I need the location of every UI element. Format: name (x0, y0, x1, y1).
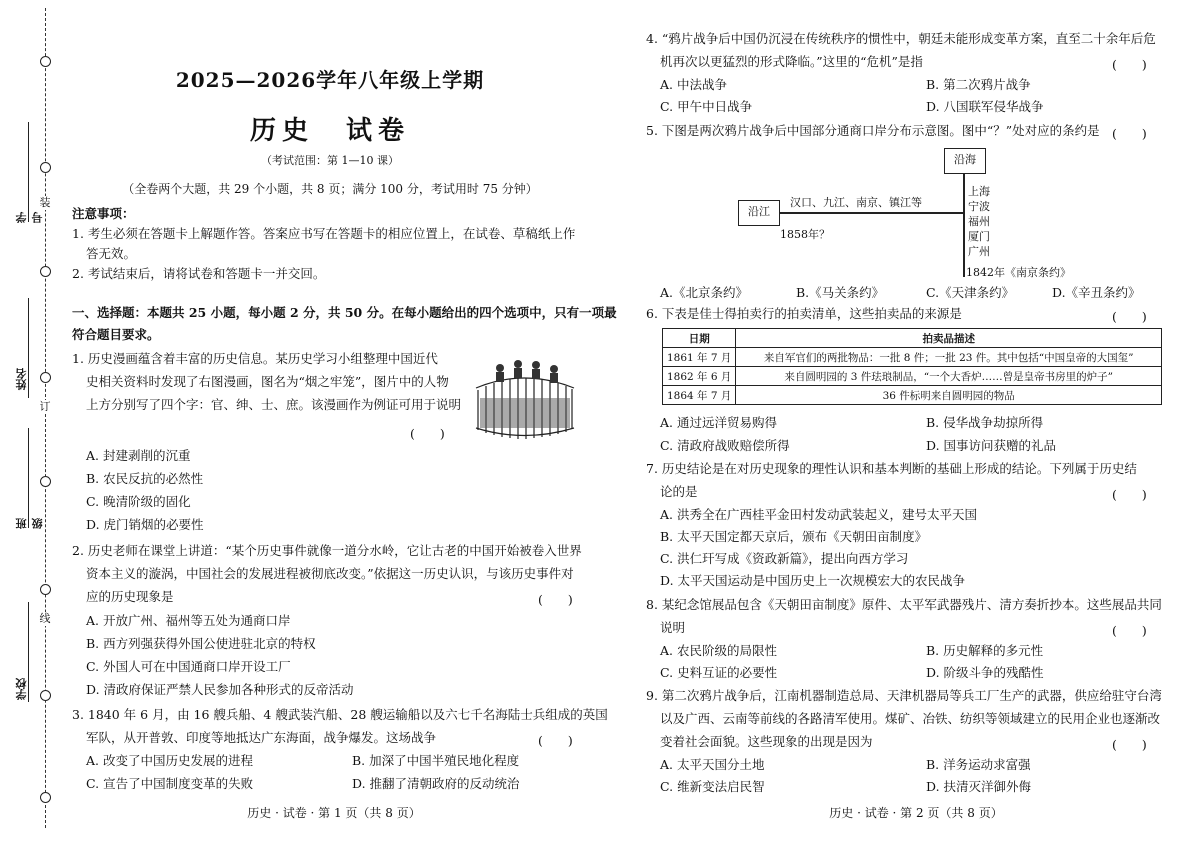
option-b: B. 历史解释的多元性 (926, 643, 1044, 658)
option-a: A. 洪秀全在广西桂平金田村发动武装起义，建号太平天国 (660, 507, 977, 522)
section-heading: 一、选择题：本题共 25 小题，每小题 2 分，共 50 分。在每小题给出的四个选项中，只有一项最 (72, 305, 617, 320)
option-d: D. 八国联军侵华战争 (926, 99, 1044, 114)
table-cell: 来自军官们的两批物品：一批 8 件；一批 23 件。其中包括“中国皇帝的大国玺” (736, 348, 1162, 367)
cut-mark-xian: 线 (39, 612, 51, 625)
question-2-text: 应的历史现象是 (86, 589, 174, 604)
question-9-text: 以及广西、云南等前线的各路清军使用。煤矿、冶铁、纺织等领域建立的民用企业也逐渐改 (660, 711, 1161, 726)
option-b: B. 农民反抗的必然性 (86, 471, 204, 486)
answer-paren: ( ) (538, 733, 573, 748)
option-a: A. 开放广州、福州等五处为通商口岸 (86, 613, 291, 628)
option-b: B. 西方列强获得外国公使进驻北京的特权 (86, 636, 316, 651)
question-5-text: 5. 下图是两次鸦片战争后中国部分通商口岸分布示意图。图中“？”处对应的条约是 (646, 123, 1100, 138)
cut-line (45, 8, 46, 828)
table-header: 日期 (663, 329, 736, 348)
field-underline (28, 428, 29, 528)
exam-title: 2025—2026学年八年级上学期 (175, 68, 485, 92)
question-1-text: 史相关资料时发现了右图漫画，图名为“烟之牢笼”，图片中的人物 (86, 374, 449, 389)
exam-info: （全卷两个大题，共 29 个小题，共 8 页；满分 100 分，考试用时 75 分钟） (122, 182, 538, 196)
table-row (663, 386, 1162, 405)
coast-port: 宁波 (968, 200, 990, 213)
question-8-text: 说明 (660, 620, 686, 635)
auction-table (662, 328, 1162, 405)
answer-paren: ( ) (1112, 126, 1147, 141)
binding-hole (40, 56, 51, 67)
answer-paren: ( ) (410, 426, 445, 441)
river-ports: 汉口、九江、南京、镇江等 (790, 196, 922, 209)
binding-hole (40, 266, 51, 277)
option-c: C. 宣告了中国制度变革的失败 (86, 776, 254, 791)
field-label: 班级 (15, 518, 44, 529)
option-c: C. 甲午中日战争 (660, 99, 753, 114)
cartoon-image (466, 348, 584, 448)
option-d: D. 国事访问获赠的礼品 (926, 438, 1057, 453)
option-a: A. 农民阶级的局限性 (660, 643, 777, 658)
field-label: 学号 (15, 212, 44, 223)
option-b: B. 洋务运动求富强 (926, 757, 1031, 772)
field-label: 姓名 (15, 368, 28, 390)
binding-hole (40, 584, 51, 595)
option-c: C. 外国人可在中国通商口岸开设工厂 (86, 659, 291, 674)
option-d: D. 阶级斗争的残酷性 (926, 665, 1044, 680)
coast-port: 厦门 (968, 230, 990, 243)
option-a: A. 改变了中国历史发展的进程 (86, 753, 253, 768)
question-3-text: 军队，从开普敦、印度等地抵达广东海面，战争爆发。这场战争 (86, 730, 437, 745)
binding-margin (0, 0, 62, 849)
option-c: C.《天津条约》 (926, 285, 1015, 300)
field-underline (28, 122, 29, 222)
option-a: A. 封建剥削的沉重 (86, 448, 191, 463)
answer-paren: ( ) (538, 592, 573, 607)
cut-mark-zhuang: 装 (39, 196, 51, 209)
coast-port: 福州 (968, 215, 990, 228)
exam-page-2 (600, 0, 1200, 849)
table-cell: 1861 年 7 月 (663, 348, 736, 367)
table-cell: 来自圆明园的 3 件珐琅制品，“一个大香炉……曾是皇帝书房里的炉子” (736, 367, 1162, 386)
binding-hole (40, 792, 51, 803)
question-2-text: 资本主义的漩涡，中国社会的发展进程被彻底改变。”依据这一历史认识，与该历史事件对 (86, 566, 574, 581)
field-name[interactable] (4, 298, 44, 398)
table-header: 拍卖品描述 (736, 329, 1162, 348)
field-class[interactable] (4, 428, 44, 528)
question-4-text: 4. “鸦片战争后中国仍沉浸在传统秩序的惯性中，朝廷未能形成变革方案，直至二十余年后危 (646, 31, 1156, 46)
option-b: B. 加深了中国半殖民地化程度 (352, 753, 520, 768)
answer-paren: ( ) (1112, 623, 1147, 638)
notes-heading: 注意事项： (72, 206, 135, 221)
table-header-row (663, 329, 1162, 348)
option-d: D. 推翻了清朝政府的反动统治 (352, 776, 520, 791)
note-line: 2. 考试结束后，请将试卷和答题卡一并交回。 (72, 266, 326, 281)
question-7-text: 论的是 (660, 484, 698, 499)
coast-vertical-line (963, 173, 965, 277)
river-line (754, 212, 964, 214)
coast-year: 1842年《南京条约》 (966, 266, 1071, 279)
note-line: 1. 考生必须在答题卡上解题作答。答案应书写在答题卡的相应位置上，在试卷、草稿纸上作 (72, 226, 576, 241)
exam-subject-title: 历史 试卷 (249, 116, 410, 146)
answer-paren: ( ) (1112, 57, 1147, 72)
option-c: C. 维新变法启民智 (660, 779, 765, 794)
option-a: A.《北京条约》 (660, 285, 749, 300)
table-cell: 1864 年 7 月 (663, 386, 736, 405)
exam-scope: （考试范围：第 1—10 课） (261, 154, 399, 167)
option-a: A. 中法战争 (660, 77, 727, 92)
table-cell: 1862 年 6 月 (663, 367, 736, 386)
option-b: B.《马关条约》 (796, 285, 885, 300)
question-1-text: 上方分别写了四个字：官、绅、士、庶。该漫画作为例证可用于说明 (86, 397, 462, 412)
option-c: C. 清政府战败赔偿所得 (660, 438, 790, 453)
question-9-text: 变着社会面貌。这些现象的出现是因为 (660, 734, 873, 749)
question-3-text: 3. 1840 年 6 月，由 16 艘兵船、4 艘武装汽船、28 艘运输船以及六七千名海陆士兵组成的英国 (72, 707, 608, 722)
river-box: 沿江 (738, 200, 780, 226)
question-7-text: 7. 历史结论是在对历史现象的理性认识和基本判断的基础上形成的结论。下列属于历史结 (646, 461, 1137, 476)
question-8-text: 8. 某纪念馆展品包含《天朝田亩制度》原件、太平军武器残片、清方奏折抄本。这些展品共同 (646, 597, 1162, 612)
question-2-text: 2. 历史老师在课堂上讲道：“某个历史事件就像一道分水岭，它让古老的中国开始被卷入世界 (72, 543, 582, 558)
option-b: B. 第二次鸦片战争 (926, 77, 1031, 92)
coast-port: 广州 (968, 245, 990, 258)
option-b: B. 太平天国定都天京后，颁布《天朝田亩制度》 (660, 529, 928, 544)
table-row (663, 367, 1162, 386)
table-cell: 36 件标明来自圆明园的物品 (736, 386, 1162, 405)
cut-mark-ding: 订 (39, 400, 51, 413)
answer-paren: ( ) (1112, 487, 1147, 502)
option-d: D. 虎门销烟的必要性 (86, 517, 204, 532)
option-c: C. 晚清阶级的固化 (86, 494, 191, 509)
option-a: A. 通过远洋贸易购得 (660, 415, 777, 430)
note-line: 答无效。 (86, 246, 137, 261)
option-d: D.《辛丑条约》 (1052, 285, 1141, 300)
option-c: C. 史料互证的必要性 (660, 665, 778, 680)
question-6-text: 6. 下表是佳士得拍卖行的拍卖清单，这些拍卖品的来源是 (646, 306, 962, 321)
page-footer: 历史 · 试卷 · 第 2 页（共 8 页） (829, 806, 1003, 820)
option-a: A. 太平天国分土地 (660, 757, 765, 772)
option-d: D. 太平天国运动是中国历史上一次规模宏大的农民战争 (660, 573, 966, 588)
field-student-number[interactable] (4, 122, 44, 222)
option-d: D. 清政府保证严禁人民参加各种形式的反帝活动 (86, 682, 354, 697)
option-c: C. 洪仁玕写成《资政新篇》，提出向西方学习 (660, 551, 909, 566)
question-4-text: 机再次以更猛烈的形式降临。”这里的“危机”是指 (660, 54, 923, 69)
section-heading: 符合题目要求。 (72, 327, 160, 342)
answer-paren: ( ) (1112, 309, 1147, 324)
field-label: 学校 (15, 678, 28, 700)
question-9-text: 9. 第二次鸦片战争后，江南机器制造总局、天津机器局等兵工厂生产的武器，供应给驻守台湾 (646, 688, 1162, 703)
answer-paren: ( ) (1112, 737, 1147, 752)
table-row (663, 348, 1162, 367)
field-school[interactable] (4, 602, 44, 702)
coast-box: 沿海 (944, 148, 986, 174)
option-d: D. 扶清灭洋御外侮 (926, 779, 1032, 794)
option-b: B. 侵华战争劫掠所得 (926, 415, 1044, 430)
river-year: 1858年？ (780, 228, 830, 241)
question-1-text: 1. 历史漫画蕴含着丰富的历史信息。某历史学习小组整理中国近代 (72, 351, 438, 366)
page-footer: 历史 · 试卷 · 第 1 页（共 8 页） (247, 806, 421, 820)
coast-port: 上海 (968, 185, 990, 198)
